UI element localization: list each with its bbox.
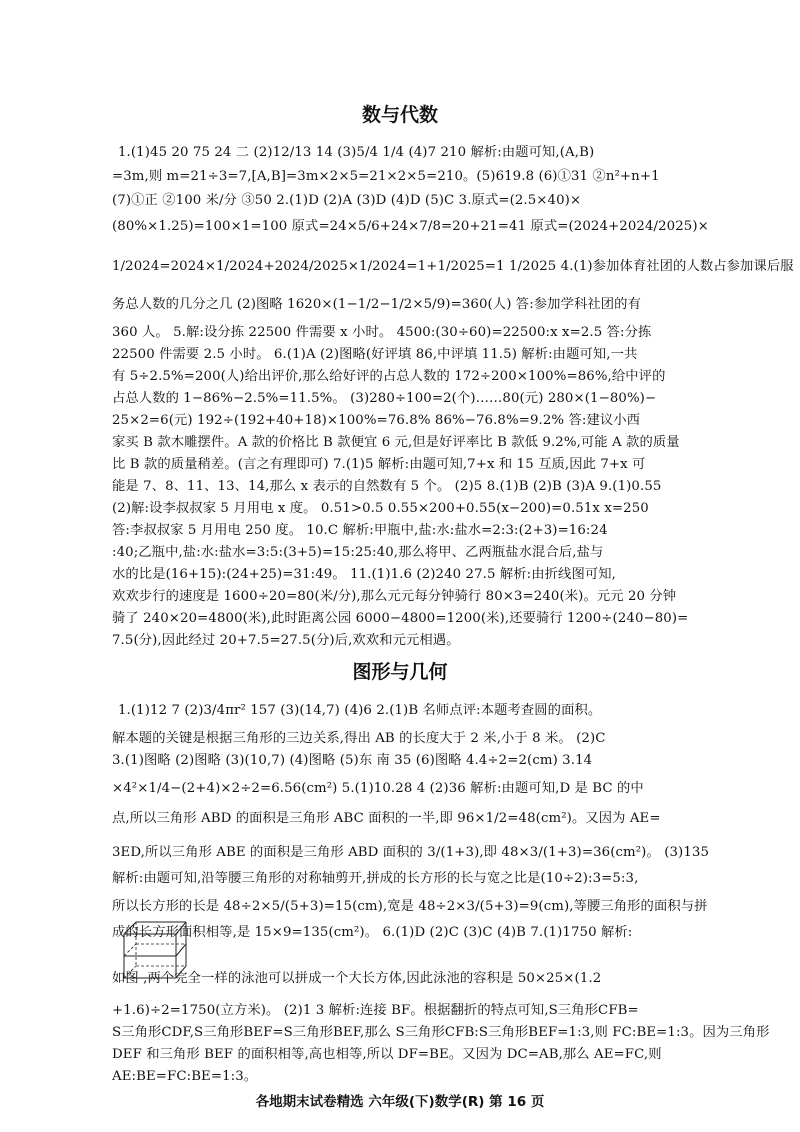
text-line: 水的比是(16+15):(24+25)=31:49。 11.(1)1.6 (2)240 27.5 解析:由折线图可知, <box>112 567 616 582</box>
text-line: DEF 和三角形 BEF 的面积相等,高也相等,所以 DF=BE。又因为 DC=AB,那么 AE=FC,则 <box>112 1047 662 1062</box>
text-line: 能是 7、8、11、13、14,那么 x 表示的自然数有 5 个。 (2)5 8.(1)B (2)B (3)A 9.(1)0.55 <box>112 479 662 494</box>
text-line: 1.(1)45 20 75 24 二 (2)12/13 14 (3)5/4 1/4 (4)7 210 解析:由题可知,(A,B) <box>118 145 595 160</box>
text-line: 如图 ,两个完全一样的泳池可以拼成一个大长方体,因此泳池的容积是 50×25×(1.2 <box>112 971 602 986</box>
text-line: S三角形CDF,S三角形BEF=S三角形BEF,那么 S三角形CFB:S三角形BEF=1:3,则 FC:BE=1:3。因为三角形 <box>112 1025 770 1040</box>
text-line: 家买 B 款木雕摆件。A 款的价格比 B 款便宜 6 元,但是好评率比 B 款低 9.2%,可能 A 款的质量 <box>112 435 680 450</box>
pool-cuboid-figure <box>120 918 190 984</box>
text-line: 点,所以三角形 ABD 的面积是三角形 ABC 面积的一半,即 96×1/2=48(cm²)。又因为 AE= <box>112 811 661 826</box>
text-line: 22500 件需要 2.5 小时。 6.(1)A (2)图略(好评填 86,中评填 11.5) 解析:由题可知,一共 <box>112 347 638 362</box>
page-footer: 各地期末试卷精选 六年级(下)数学(R) 第 16 页 <box>255 1094 545 1110</box>
text-line: 3ED,所以三角形 ABE 的面积是三角形 ABD 面积的 3/(1+3),即 48×3/(1+3)=36(cm²)。 (3)135 <box>112 845 710 860</box>
text-line: 所以长方形的长是 48÷2×5/(5+3)=15(cm),宽是 48÷2×3/(5+3)=9(cm),等腰三角形的面积与拼 <box>112 899 708 914</box>
text-line: 答:李叔叔家 5 月用电 250 度。 10.C 解析:甲瓶中,盐:水:盐水=2:3:(2+3)=16:24 <box>112 523 608 538</box>
section-title-geometry: 图形与几何 <box>352 661 448 683</box>
text-line: 解本题的关键是根据三角形的三边关系,得出 AB 的长度大于 2 米,小于 8 米。 (2)C <box>112 731 606 746</box>
text-line: 7.5(分),因此经过 20+7.5=27.5(分)后,欢欢和元元相遇。 <box>112 633 460 648</box>
text-line: 比 B 款的质量稍差。(言之有理即可) 7.(1)5 解析:由题可知,7+x 和 15 互质,因此 7+x 可 <box>112 457 646 472</box>
text-line: =3m,则 m=21÷3=7,[A,B]=3m×2×5=21×2×5=210。(5)619.8 (6)①31 ②n²+n+1 <box>112 169 660 184</box>
text-line: 360 人。 5.解:设分拣 22500 件需要 x 小时。 4500:(30÷60)=22500:x x=2.5 答:分拣 <box>112 325 652 340</box>
text-line: 成的长方形面积相等,是 15×9=135(cm²)。 6.(1)D (2)C (3)C (4)B 7.(1)1750 解析: <box>112 925 633 940</box>
section-title-algebra: 数与代数 <box>361 104 438 126</box>
text-line: 1.(1)12 7 (2)3/4πr² 157 (3)(14,7) (4)6 2.(1)B 名师点评:本题考查圆的面积。 <box>118 703 602 718</box>
text-line: (80%×1.25)=100×1=100 原式=24×5/6+24×7/8=20+21=41 原式=(2024+2024/2025)× <box>112 219 709 234</box>
text-line: (2)解:设李叔叔家 5 月用电 x 度。 0.51>0.5 0.55×200+0.55(x−200)=0.51x x=250 <box>112 501 649 516</box>
text-line: (7)①正 ②100 米/分 ③50 2.(1)D (2)A (3)D (4)D (5)C 3.原式=(2.5×40)× <box>112 193 582 208</box>
text-line: 3.(1)图略 (2)图略 (3)(10,7) (4)图略 (5)东 南 35 (6)图略 4.4÷2=2(cm) 3.14 <box>112 753 593 768</box>
text-line: 25×2=6(元) 192÷(192+40+18)×100%=76.8% 86%−76.8%=9.2% 答:建议小西 <box>112 413 641 428</box>
text-line: 1/2024=2024×1/2024+2024/2025×1/2024=1+1/2025=1 1/2025 4.(1)参加体育社团的人数占参加课后服 <box>112 259 794 274</box>
text-line: :40;乙瓶中,盐:水:盐水=3:5:(3+5)=15:25:40,那么将甲、乙两瓶盐水混合后,盐与 <box>112 545 604 560</box>
text-line: AE:BE=FC:BE=1:3。 <box>112 1069 258 1084</box>
text-line: 占总人数的 1−86%−2.5%=11.5%。 (3)280÷100=2(个)……80(元) 280×(1−80%)− <box>112 391 657 406</box>
text-line: 务总人数的几分之几 (2)图略 1620×(1−1/2−1/2×5/9)=360(人) 答:参加学科社团的有 <box>112 297 641 312</box>
text-line: 有 5÷2.5%=200(人)给出评价,那么给好评的占总人数的 172÷200×100%=86%,给中评的 <box>112 369 666 384</box>
text-line: 解析:由题可知,沿等腰三角形的对称轴剪开,拼成的长方形的长与宽之比是(10÷2):3=5:3, <box>112 871 639 886</box>
text-line: 欢欢步行的速度是 1600÷20=80(米/分),那么元元每分钟骑行 80×3=240(米)。元元 20 分钟 <box>112 589 677 604</box>
text-line: 骑了 240×20=4800(米),此时距离公园 6000−4800=1200(米),还要骑行 1200÷(240−80)= <box>112 611 689 626</box>
text-line: +1.6)÷2=1750(立方米)。 (2)1 3 解析:连接 BF。根据翻折的特点可知,S三角形CFB= <box>112 1003 639 1018</box>
text-line: ×4²×1/4−(2+4)×2÷2=6.56(cm²) 5.(1)10.28 4 (2)36 解析:由题可知,D 是 BC 的中 <box>112 781 644 796</box>
